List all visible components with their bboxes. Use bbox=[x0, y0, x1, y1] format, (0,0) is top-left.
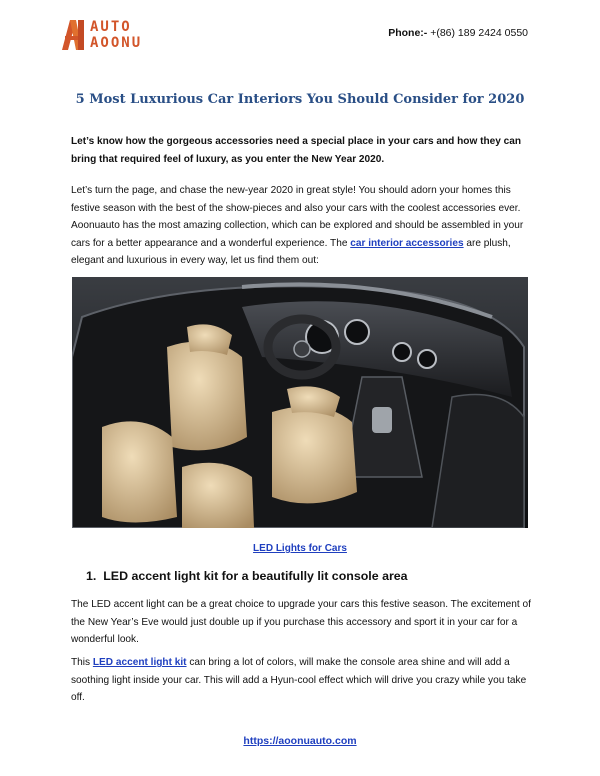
company-logo[interactable] bbox=[60, 14, 172, 54]
article-title: 5 Most Luxurious Car Interiors You Should Consider for 2020 bbox=[75, 92, 525, 107]
car-interior-image bbox=[72, 277, 528, 528]
led-accent-light-kit-link[interactable]: LED accent light kit bbox=[92, 657, 187, 668]
section-1-title: LED accent light kit for a beautifully lit console area bbox=[103, 569, 408, 583]
phone-number[interactable]: +(86) 189 2424 0550 bbox=[430, 27, 528, 39]
phone-label: Phone:- bbox=[388, 27, 428, 39]
logo-text-top: AUTO bbox=[90, 19, 132, 35]
paragraph-4-text-start: This bbox=[71, 657, 93, 668]
image-caption bbox=[0, 543, 600, 554]
car-interior-accessories-link[interactable]: car interior accessories bbox=[350, 237, 464, 249]
section-1-number: 1. bbox=[86, 569, 97, 583]
phone-contact bbox=[388, 27, 528, 39]
paragraph-1 bbox=[71, 182, 531, 270]
paragraph-4-text-end: can bring a lot of colors, will make the console area shine and will add a soothing light inside your car. This will add a Hyun-cool effect which will drive you crazy while you take off. bbox=[71, 657, 527, 703]
paragraph-1-text-start: Let’s turn the page, and chase the new-year 2020 in great style! You should adorn your homes this festive season with the best of the show-pieces and also your cars with the coolest accessories ever. Aoonuauto has the most amazing collection, which can be explored and should be assembled in your cars for a better appearance and a wonderful experience. The bbox=[71, 185, 524, 249]
section-1-heading bbox=[86, 569, 408, 583]
website-link[interactable]: https://aoonuauto.com bbox=[243, 735, 357, 747]
intro-paragraph: Let’s know how the gorgeous accessories need a special place in your cars and how they can bring that required feel of luxury, as you enter the New Year 2020. bbox=[71, 136, 522, 165]
logo-mark-icon bbox=[60, 16, 88, 52]
page-footer bbox=[0, 735, 600, 747]
led-lights-for-cars-link[interactable]: LED Lights for Cars bbox=[253, 543, 347, 554]
logo-text-bottom: AOONU bbox=[90, 35, 143, 51]
paragraph-4 bbox=[71, 654, 531, 707]
paragraph-1-text-end: are plush, elegant and luxurious in every way, let us find them out: bbox=[71, 237, 511, 266]
paragraph-3: The LED accent light can be a great choice to upgrade your cars this festive season. The excitement of the New Year’s Eve would just double up if you purchase this accessory and sport it in your car for a wonderful look. bbox=[71, 599, 531, 645]
